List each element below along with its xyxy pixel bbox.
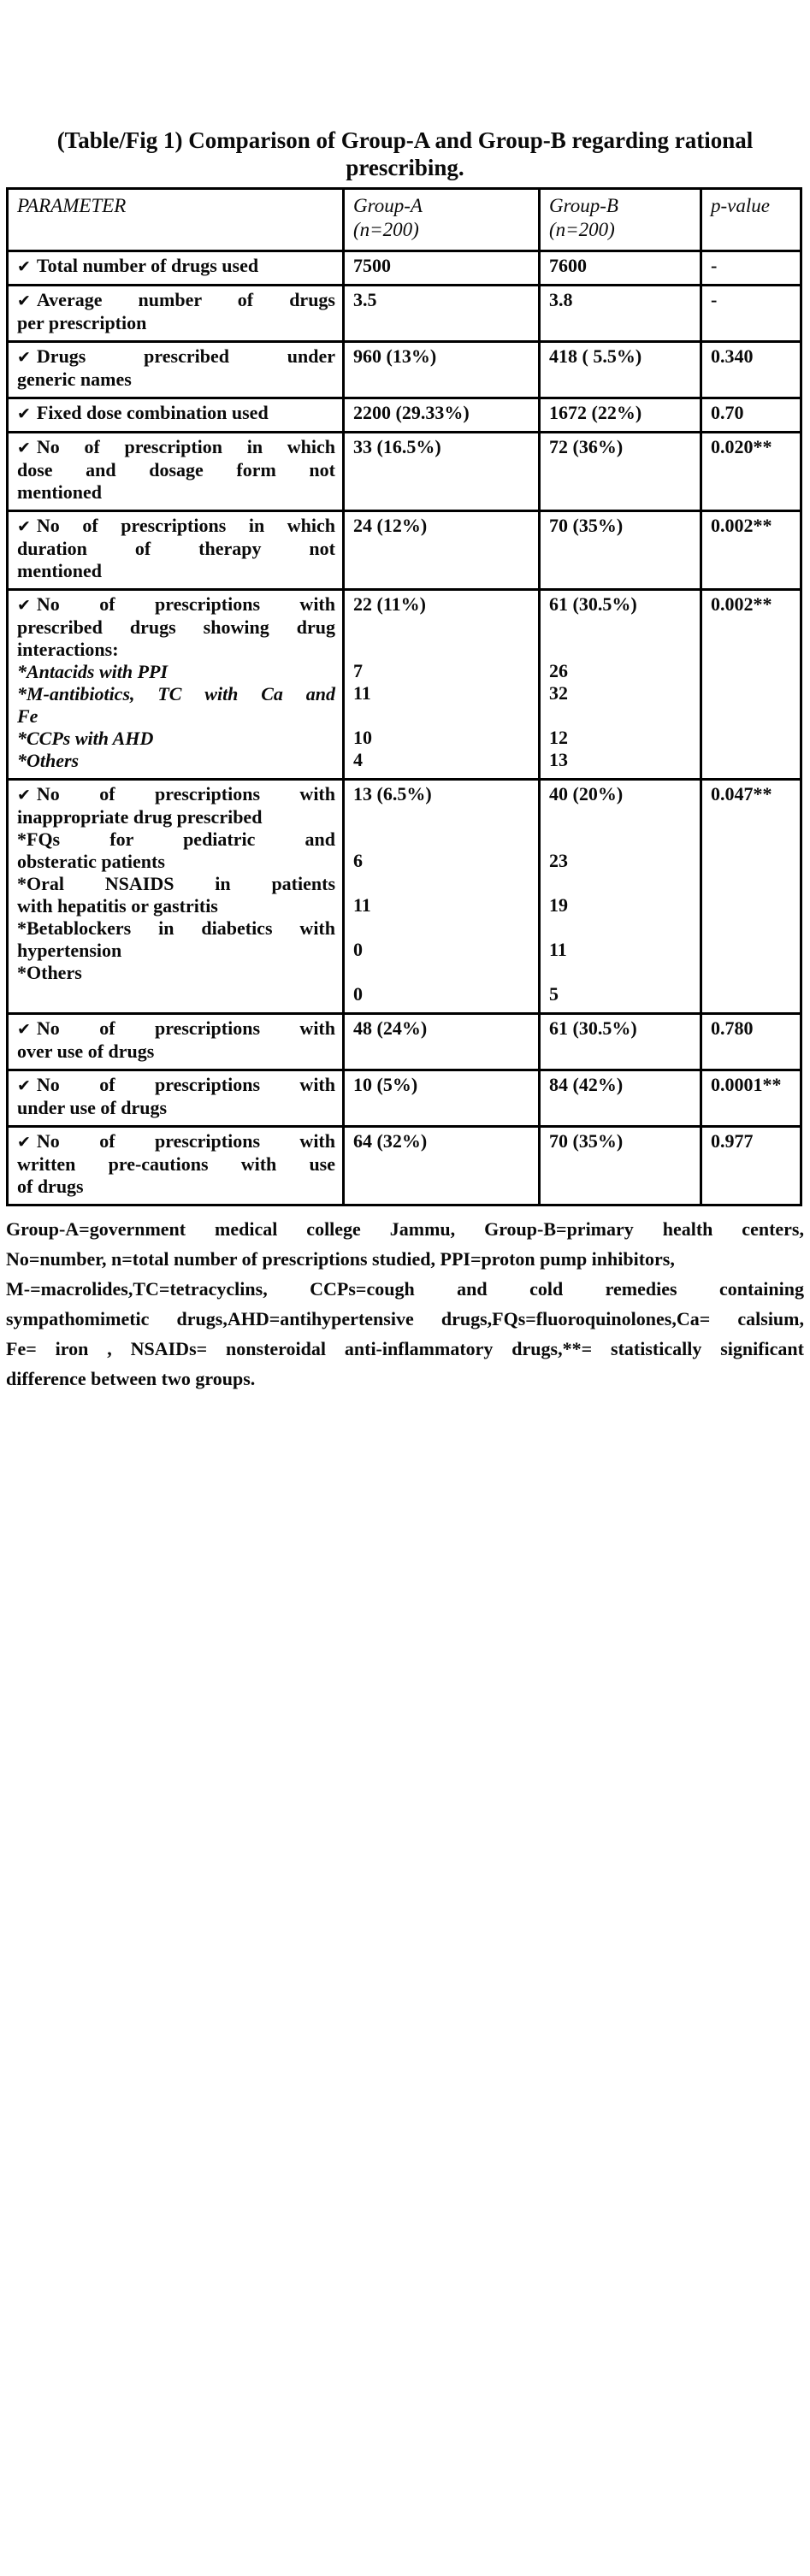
- p-value-cell: [701, 342, 801, 398]
- group-a-cell: [344, 398, 540, 433]
- parameter-line: under use of drugs: [17, 1097, 168, 1118]
- p-value-cell: [701, 1070, 801, 1127]
- value-line: 61 (30.5%): [549, 593, 637, 615]
- p-value: 0.340: [711, 345, 754, 367]
- p-value: -: [711, 255, 718, 276]
- value-line: [353, 872, 531, 894]
- value-line: [549, 872, 693, 894]
- value-line: 13 (6.5%): [353, 783, 432, 805]
- header-group-b-name: Group-B: [549, 195, 618, 216]
- header-group-a-name: Group-A: [353, 195, 423, 216]
- parameter-line: over use of drugs: [17, 1040, 155, 1062]
- parameter-line: Fe: [17, 705, 38, 727]
- p-value: 0.977: [711, 1130, 754, 1152]
- header-group-a: [344, 189, 540, 251]
- value-line: 3.5: [353, 289, 377, 310]
- p-value: 0.020**: [711, 436, 772, 457]
- value-line: 7600: [549, 255, 587, 276]
- p-value-cell: [701, 433, 801, 511]
- group-b-cell: [540, 1014, 701, 1070]
- value-line: 5: [549, 983, 559, 1005]
- p-value: -: [711, 289, 718, 310]
- check-icon: ✔: [17, 596, 31, 615]
- value-line: [549, 917, 693, 939]
- check-icon: ✔: [17, 1076, 31, 1095]
- footnote-line: Fe= iron , NSAIDs= nonsteroidal anti-inflammatory drugs,**= statistically significant: [6, 1338, 804, 1359]
- header-group-b-n: (n=200): [549, 219, 615, 240]
- parameter-line: ✔ No of prescriptions with: [17, 1017, 335, 1039]
- group-a-cell: [344, 780, 540, 1014]
- value-line: 418 ( 5.5%): [549, 345, 642, 367]
- parameter-line: ✔ No of prescriptions in which: [17, 515, 335, 536]
- parameter-line: *Antacids with PPI: [17, 661, 169, 682]
- value-line: 11: [549, 939, 567, 960]
- group-b-cell: [540, 1070, 701, 1127]
- value-line: 7: [353, 660, 363, 681]
- table-title: [0, 127, 810, 181]
- parameter-cell: [8, 1070, 344, 1127]
- parameter-line: dose and dosage form not: [17, 459, 335, 480]
- check-icon: ✔: [17, 257, 31, 276]
- group-a-cell: [344, 590, 540, 780]
- value-line: 64 (32%): [353, 1130, 428, 1152]
- header-group-b: [540, 189, 701, 251]
- parameter-line: prescribed drugs showing drug: [17, 616, 335, 638]
- parameter-line: *Others: [17, 750, 80, 771]
- parameter-line: ✔ No of prescriptions with: [17, 1130, 335, 1152]
- value-line: 960 (13%): [353, 345, 437, 367]
- p-value-cell: [701, 590, 801, 780]
- header-group-a-n: (n=200): [353, 219, 419, 240]
- table-row: [8, 286, 801, 342]
- parameter-line: ✔ Fixed dose combination used: [17, 402, 269, 423]
- title-line1: (Table/Fig 1) Comparison of Group-A and Group-B regarding rational: [56, 127, 754, 153]
- value-line: [549, 805, 693, 828]
- table-row: [8, 1014, 801, 1070]
- parameter-line: of drugs: [17, 1176, 84, 1197]
- value-line: 7500: [353, 255, 391, 276]
- value-line: 72 (36%): [549, 436, 624, 457]
- value-line: 3.8: [549, 289, 573, 310]
- group-a-cell: [344, 251, 540, 286]
- value-line: [353, 828, 531, 850]
- parameter-line: *CCPs with AHD: [17, 728, 154, 749]
- footnote-line: sympathomimetic drugs,AHD=antihypertensive drugs,FQs=fluoroquinolones,Ca= calsium,: [6, 1308, 804, 1329]
- parameter-line: *FQs for pediatric and: [17, 828, 335, 850]
- title-line2: prescribing.: [346, 155, 464, 180]
- parameter-line: written pre-cautions with use: [17, 1153, 335, 1175]
- table-row: [8, 251, 801, 286]
- group-a-cell: [344, 342, 540, 398]
- value-line: [549, 638, 693, 660]
- parameter-line: inappropriate drug prescribed: [17, 806, 263, 828]
- parameter-cell: [8, 780, 344, 1014]
- check-icon: ✔: [17, 348, 31, 367]
- check-icon: ✔: [17, 1133, 31, 1152]
- p-value: 0.047**: [711, 783, 772, 805]
- value-line: [353, 704, 531, 727]
- parameter-line: obsteratic patients: [17, 851, 165, 872]
- value-line: 10: [353, 727, 372, 748]
- p-value: 0.002**: [711, 593, 772, 615]
- parameter-line: hypertension: [17, 940, 122, 961]
- value-line: [549, 616, 693, 638]
- value-line: 48 (24%): [353, 1017, 428, 1039]
- table-row: [8, 342, 801, 398]
- value-line: 23: [549, 850, 568, 871]
- footnote-line: difference between two groups.: [6, 1368, 256, 1389]
- p-value-cell: [701, 511, 801, 590]
- parameter-cell: [8, 251, 344, 286]
- value-line: 24 (12%): [353, 515, 428, 536]
- table-row: [8, 433, 801, 511]
- group-b-cell: [540, 433, 701, 511]
- check-icon: ✔: [17, 786, 31, 805]
- value-line: 32: [549, 682, 568, 704]
- value-line: 19: [549, 894, 568, 916]
- check-icon: ✔: [17, 517, 31, 536]
- value-line: 13: [549, 749, 568, 770]
- footnote-line: Group-A=government medical college Jammu, Group-B=primary health centers,: [6, 1218, 804, 1240]
- value-line: 22 (11%): [353, 593, 426, 615]
- value-line: [353, 961, 531, 983]
- parameter-line: *Others: [17, 962, 82, 983]
- value-line: [353, 917, 531, 939]
- parameter-line: *Oral NSAIDS in patients: [17, 873, 335, 894]
- p-value: 0.002**: [711, 515, 772, 536]
- value-line: 40 (20%): [549, 783, 624, 805]
- parameter-line: interactions:: [17, 639, 119, 660]
- table-row: [8, 511, 801, 590]
- group-b-cell: [540, 590, 701, 780]
- parameter-cell: [8, 342, 344, 398]
- group-b-cell: [540, 286, 701, 342]
- value-line: 10 (5%): [353, 1074, 418, 1095]
- parameter-line: *Betablockers in diabetics with: [17, 917, 335, 939]
- footnote-line: No=number, n=total number of prescriptions studied, PPI=proton pump inhibitors,: [6, 1248, 675, 1270]
- group-b-cell: [540, 342, 701, 398]
- p-value: 0.70: [711, 402, 744, 423]
- parameter-line: generic names: [17, 368, 132, 390]
- group-a-cell: [344, 286, 540, 342]
- parameter-cell: [8, 1127, 344, 1205]
- header-row: [8, 189, 801, 251]
- value-line: 11: [353, 682, 371, 704]
- parameter-line: ✔ Drugs prescribed under: [17, 345, 335, 367]
- p-value: 0.780: [711, 1017, 754, 1039]
- value-line: 12: [549, 727, 568, 748]
- table-row: [8, 1070, 801, 1127]
- table-row: [8, 1127, 801, 1205]
- parameter-line: with hepatitis or gastritis: [17, 895, 218, 917]
- p-value-cell: [701, 780, 801, 1014]
- group-b-cell: [540, 1127, 701, 1205]
- value-line: 0: [353, 939, 363, 960]
- footnote: [6, 1214, 804, 1394]
- value-line: 0: [353, 983, 363, 1005]
- parameter-line: *M-antibiotics, TC with Ca and: [17, 683, 335, 704]
- value-line: 61 (30.5%): [549, 1017, 637, 1039]
- parameter-cell: [8, 433, 344, 511]
- parameter-line: ✔ No of prescriptions with: [17, 783, 335, 805]
- table-row: [8, 780, 801, 1014]
- value-line: 70 (35%): [549, 1130, 624, 1152]
- parameter-cell: [8, 1014, 344, 1070]
- value-line: 2200 (29.33%): [353, 402, 470, 423]
- p-value-cell: [701, 1014, 801, 1070]
- check-icon: ✔: [17, 439, 31, 457]
- table-body: [8, 251, 801, 1205]
- check-icon: ✔: [17, 292, 31, 310]
- group-a-cell: [344, 1070, 540, 1127]
- value-line: [549, 828, 693, 850]
- header-p-value: p-value: [701, 189, 801, 251]
- value-line: [549, 704, 693, 727]
- parameter-line: per prescription: [17, 312, 147, 333]
- p-value-cell: [701, 398, 801, 433]
- value-line: [353, 805, 531, 828]
- group-a-cell: [344, 511, 540, 590]
- parameter-line: [17, 984, 335, 1006]
- value-line: 26: [549, 660, 568, 681]
- value-line: 11: [353, 894, 371, 916]
- parameter-line: ✔ No of prescriptions with: [17, 593, 335, 615]
- value-line: 1672 (22%): [549, 402, 642, 423]
- parameter-line: duration of therapy not: [17, 538, 335, 559]
- group-b-cell: [540, 251, 701, 286]
- parameter-cell: [8, 590, 344, 780]
- check-icon: ✔: [17, 404, 31, 423]
- group-a-cell: [344, 1014, 540, 1070]
- group-a-cell: [344, 1127, 540, 1205]
- table-row: [8, 398, 801, 433]
- value-line: [353, 616, 531, 638]
- check-icon: ✔: [17, 1020, 31, 1039]
- p-value-cell: [701, 251, 801, 286]
- value-line: 4: [353, 749, 363, 770]
- group-b-cell: [540, 511, 701, 590]
- value-line: [353, 638, 531, 660]
- header-parameter: PARAMETER: [8, 189, 344, 251]
- group-b-cell: [540, 780, 701, 1014]
- parameter-cell: [8, 286, 344, 342]
- parameter-line: ✔ Average number of drugs: [17, 289, 335, 310]
- value-line: 6: [353, 850, 363, 871]
- value-line: 70 (35%): [549, 515, 624, 536]
- p-value-cell: [701, 286, 801, 342]
- p-value-cell: [701, 1127, 801, 1205]
- parameter-line: ✔ No of prescriptions with: [17, 1074, 335, 1095]
- parameter-line: ✔ Total number of drugs used: [17, 255, 259, 276]
- group-b-cell: [540, 398, 701, 433]
- value-line: 33 (16.5%): [353, 436, 441, 457]
- footnote-line: M-=macrolides,TC=tetracyclins, CCPs=cough and cold remedies containing: [6, 1278, 804, 1300]
- parameter-line: mentioned: [17, 560, 102, 581]
- parameter-cell: [8, 398, 344, 433]
- value-line: 84 (42%): [549, 1074, 624, 1095]
- parameter-cell: [8, 511, 344, 590]
- group-a-cell: [344, 433, 540, 511]
- parameter-line: ✔ No of prescription in which: [17, 436, 335, 457]
- table-row: [8, 590, 801, 780]
- comparison-table: [6, 187, 802, 1206]
- p-value: 0.0001**: [711, 1074, 782, 1095]
- value-line: [549, 961, 693, 983]
- parameter-line: mentioned: [17, 481, 102, 503]
